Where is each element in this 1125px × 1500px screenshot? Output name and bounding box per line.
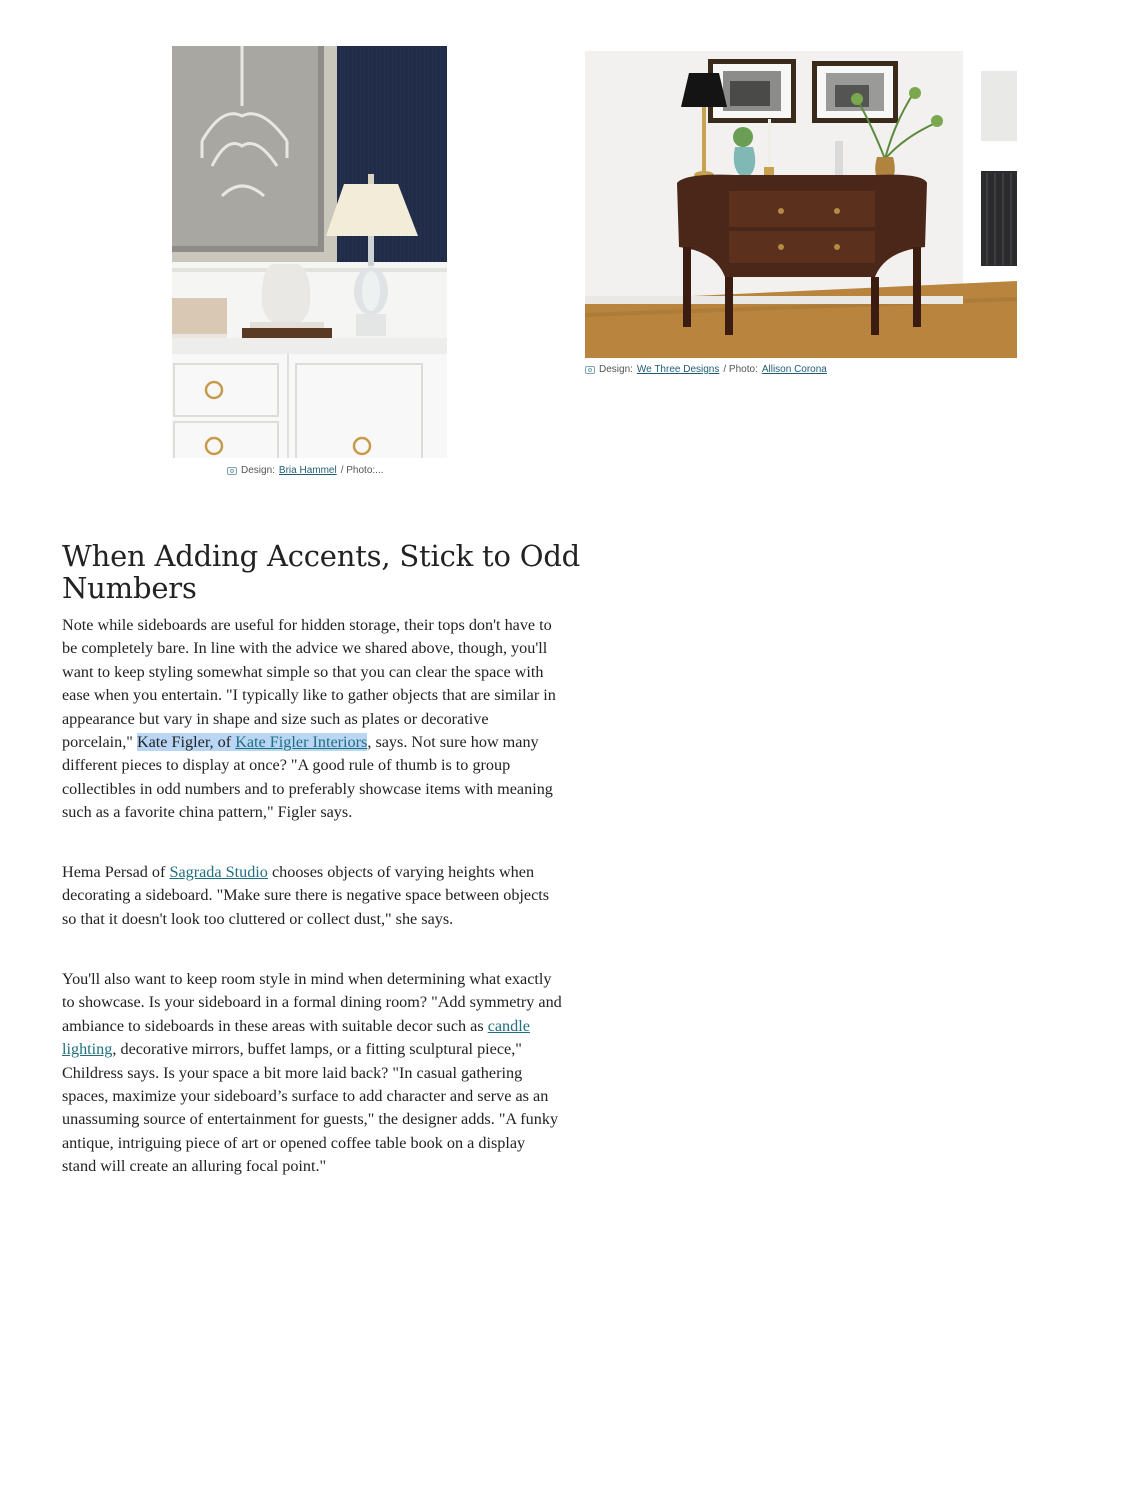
paragraph-2-text-a: Hema Persad of: [62, 863, 170, 881]
paragraph-3-text-a: You'll also want to keep room style in mind when determining what exactly to showcase. Is your sideboard in a formal dining room? "Add symmetry and ambiance to sideboards in these areas with suitable decor such as: [62, 970, 562, 1035]
link-candle-lighting[interactable]: candle lighting: [62, 1016, 530, 1059]
paragraph-1-text-a: Note while sideboards are useful for hidden storage, their tops don't have to be completely bare. In line with the advice we shared above, though, you'll want to keep styling somewhat simple so that you can clear the space with ease when you entertain. "I typically like to gather objects that are similar in appearance but vary in shape and size such as plates or decorative porcelain,": [62, 616, 556, 752]
paragraph-1-text-b: , says. Not sure how many different pieces to display at once? "A good rule of thumb is to group collectibles in odd numbers and to preferably showcase items with meaning such as a favorite china pattern," Figler says.: [62, 733, 553, 822]
photo-antique-sideboard: [585, 51, 1017, 358]
paragraph-3: [62, 968, 562, 1179]
right-image-caption: [585, 364, 827, 375]
section-heading: When Adding Accents, Stick to Odd Numbers: [62, 539, 581, 605]
paragraph-2: [62, 861, 562, 931]
caption-photo-label: / Photo:...: [340, 465, 384, 476]
paragraph-1: [62, 614, 562, 825]
left-image-caption: [227, 465, 384, 476]
camera-icon: [585, 366, 595, 374]
credit-link-we-three-designs[interactable]: We Three Designs: [636, 364, 720, 375]
caption-design-label: Design:: [241, 465, 275, 476]
caption-design-label: Design:: [599, 364, 633, 375]
link-kate-figler-interiors[interactable]: Kate Figler Interiors: [235, 733, 368, 752]
credit-link-bria-hammel[interactable]: Bria Hammel: [278, 465, 337, 476]
camera-icon: [227, 467, 237, 475]
credit-link-allison-corona[interactable]: Allison Corona: [761, 364, 827, 375]
selected-text-highlight: [137, 733, 367, 751]
highlighted-text: Kate Figler, of: [136, 733, 236, 752]
photo-white-sideboard-with-lamp: [172, 46, 447, 458]
link-sagrada-studio[interactable]: Sagrada Studio: [169, 863, 268, 881]
paragraph-2-text-b: chooses objects of varying heights when decorating a sideboard. "Make sure there is negative space between objects so that it doesn't look too cluttered or collect dust," she says.: [62, 863, 550, 928]
paragraph-3-text-b: , decorative mirrors, buffet lamps, or a fitting sculptural piece," Childress says. Is your space a bit more laid back? "In casual gathering spaces, maximize your sideboard’s surface to add character and serve as an unassuming source of entertainment for guests," the designer adds. "A funky antique, intriguing piece of art or opened coffee table book on a display stand will create an alluring focal point.": [62, 1040, 559, 1176]
caption-photo-label: / Photo:: [723, 364, 758, 375]
